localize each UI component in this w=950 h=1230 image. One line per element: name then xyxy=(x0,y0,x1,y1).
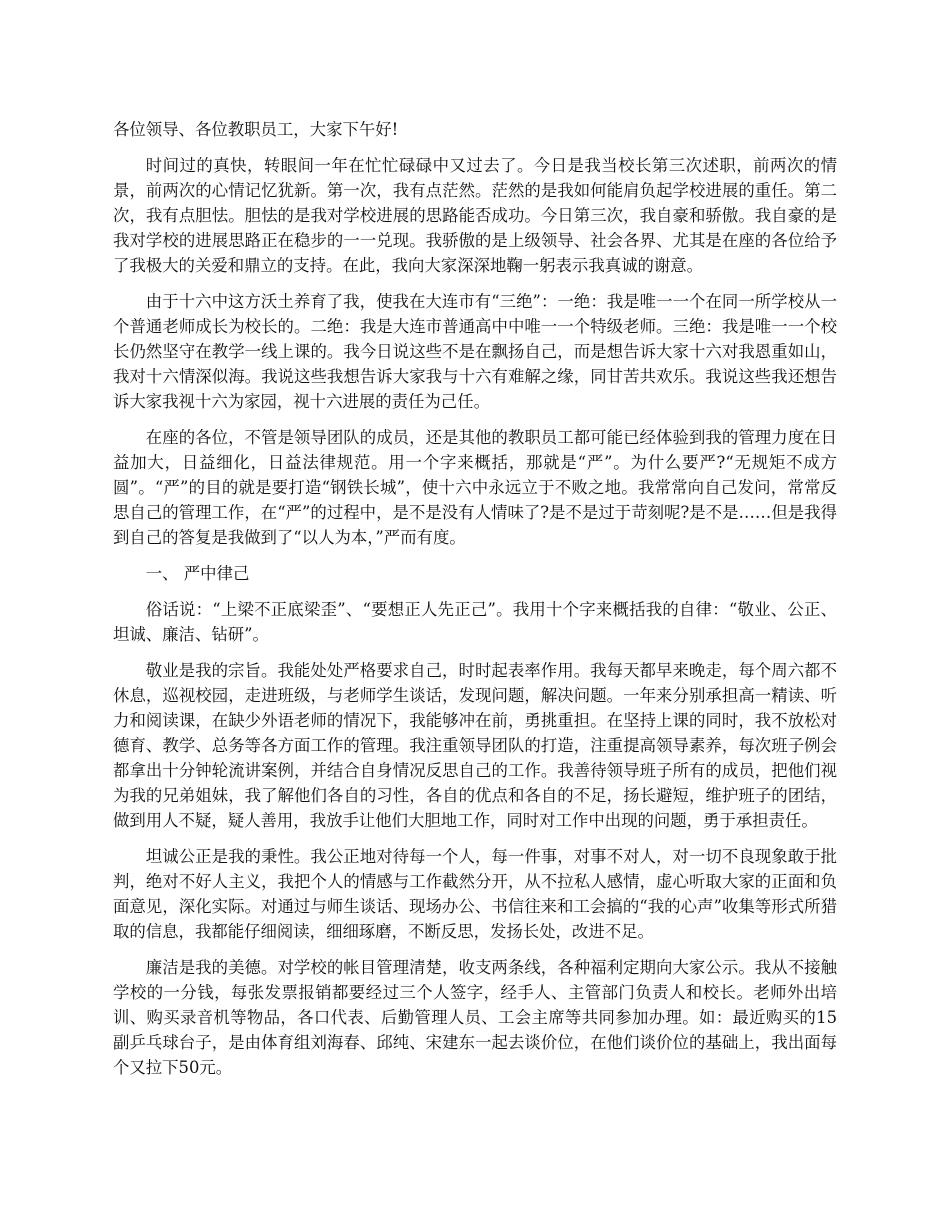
document-page xyxy=(113,117,837,1091)
paragraph-fairness: 坦诚公正是我的秉性。我公正地对待每一个人，每一件事，对事不对人，对一切不良现象敢于批判，绝对不好人主义，我把个人的情感与工作截然分开，从不拉私人感情，虚心听取大家的正面和负面意见，深化实际。对通过与师生谈话、现场办公、书信往来和工会搞的“我的心声”收集等形式所猎取的信息，我都能仔细阅读，细细琢磨，不断反思，发扬长处，改进不足。 xyxy=(113,847,837,941)
paragraph-strict-management: 在座的各位，不管是领导团队的成员，还是其他的教职员工都可能已经体验到我的管理力度在日益加大，日益细化，日益法律规范。用一个字来概括，那就是“严”。为什么要严?“无规矩不成方圆”。“严”的目的就是要打造“钢铁长城”，使十六中永远立于不败之地。我常常向自己发问，常常反思自己的管理工作，在“严”的过程中，是不是没有人情味了?是不是过于苛刻呢?是不是……但是我得到自己的答复是我做到了“以人为本，”严而有度。 xyxy=(113,428,837,547)
paragraph-dedication: 敬业是我的宗旨。我能处处严格要求自己，时时起表率作用。我每天都早来晚走，每个周六都不休息，巡视校园，走进班级，与老师学生谈话，发现问题，解决问题。一年来分别承担高一精读、听力和阅读课，在缺少外语老师的情况下，我能够冲在前，勇挑重担。在坚持上课的同时，我不放松对德育、教学、总务等各方面工作的管理。我注重领导团队的打造，注重提高领导素养，每次班子例会都拿出十分钟轮流讲案例，并结合自身情况反思自己的工作。我善待领导班子所有的成员，把他们视为我的兄弟姐妹，我了解他们各自的习性，各自的优点和各自的不足，扬长避短，维护班子的团结，做到用人不疑，疑人善用，我放手让他们大胆地工作，同时对工作中出现的问题，勇于承担责任。 xyxy=(113,661,837,830)
paragraph-three-achievements: 由于十六中这方沃土养育了我，使我在大连市有“三绝”：一绝：我是唯一一个在同一所学校从一个普通老师成长为校长的。二绝：我是大连市普通高中中唯一一个特级老师。三绝：我是唯一一个校长仍然坚守在教学一线上课的。我今日说这些不是在飘扬自己，而是想告诉大家十六对我恩重如山，我对十六情深似海。我说这些我想告诉大家我与十六有难解之缘，同甘苦共欢乐。我说这些我还想告诉大家我视十六为家园，视十六进展的责任为己任。 xyxy=(113,292,837,411)
paragraph-integrity: 廉洁是我的美德。对学校的帐目管理清楚，收支两条线，各种福利定期向大家公示。我从不接触学校的一分钱，每张发票报销都要经过三个人签字，经手人、主管部门负责人和校长。老师外出培训、购买录音机等物品，各口代表、后勤管理人员、工会主席等共同参加办理。如：最近购买的15副乒乓球台子，是由体育组刘海春、邱纯、宋建东一起去谈价位，在他们谈价位的基础上，我出面每个又拉下50元。 xyxy=(113,958,837,1077)
greeting: 各位领导、各位教职员工，大家下午好! xyxy=(113,120,399,139)
paragraph-self-discipline: 俗话说：“上梁不正底梁歪”、“要想正人先正己”。我用十个字来概括我的自律：“敬业、公正、坦诚、廉洁、钻研”。 xyxy=(113,600,837,644)
section-heading: 一、 严中律己 xyxy=(145,564,250,583)
paragraph-opening: 时间过的真快，转眼间一年在忙忙碌碌中又过去了。今日是我当校长第三次述职，前两次的情景，前两次的心情记忆犹新。第一次，我有点茫然。茫然的是我如何能肩负起学校进展的重任。第二次，我有点胆怯。胆怯的是我对学校进展的思路能否成功。今日第三次，我自豪和骄傲。我自豪的是我对学校的进展思路正在稳步的一一兑现。我骄傲的是上级领导、社会各界、尤其是在座的各位给予了我极大的关爱和鼎立的支持。在此，我向大家深深地鞠一躬表示我真诚的谢意。 xyxy=(113,156,837,275)
